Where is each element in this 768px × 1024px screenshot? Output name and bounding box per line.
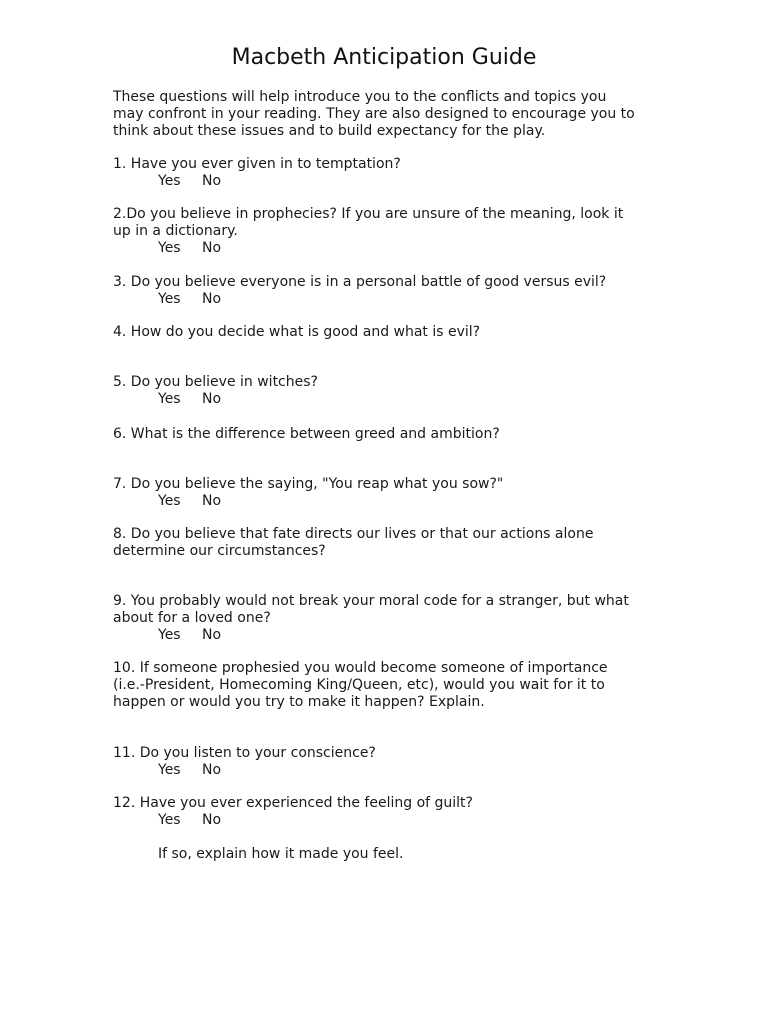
- followup-prompt: [113, 846, 658, 863]
- question-12: [113, 795, 658, 829]
- yes-no-choices: [113, 173, 658, 190]
- no-option: No: [202, 493, 222, 509]
- yes-option: Yes: [158, 173, 181, 189]
- question-5: [113, 374, 658, 408]
- question-text: happen or would you try to make it happen? Explain.: [113, 694, 485, 710]
- yes-no-choices: [113, 762, 658, 779]
- no-option: No: [202, 391, 222, 407]
- question-text: determine our circumstances?: [113, 543, 326, 559]
- yes-no-choices: [113, 391, 658, 408]
- yes-option: Yes: [158, 291, 181, 307]
- question-text: 2.Do you believe in prophecies? If you are unsure of the meaning, look it: [113, 206, 624, 222]
- question-text: 6. What is the difference between greed and ambition?: [113, 426, 500, 442]
- followup-text: If so, explain how it made you feel.: [158, 846, 404, 862]
- question-6: [113, 426, 658, 443]
- question-3: [113, 274, 658, 308]
- no-option: No: [202, 762, 222, 778]
- question-text: 12. Have you ever experienced the feeling of guilt?: [113, 795, 473, 811]
- yes-no-choices: [113, 627, 658, 644]
- question-text: about for a loved one?: [113, 610, 271, 626]
- question-text: 10. If someone prophesied you would become someone of importance: [113, 660, 608, 676]
- yes-option: Yes: [158, 627, 181, 643]
- question-text: (i.e.-President, Homecoming King/Queen, etc), would you wait for it to: [113, 677, 605, 693]
- page-title: Macbeth Anticipation Guide: [231, 45, 537, 70]
- question-10: [113, 660, 658, 711]
- yes-option: Yes: [158, 762, 181, 778]
- no-option: No: [202, 627, 222, 643]
- question-1: [113, 156, 658, 190]
- no-option: No: [202, 240, 222, 256]
- yes-no-choices: [113, 240, 658, 257]
- no-option: No: [202, 812, 222, 828]
- no-option: No: [202, 291, 222, 307]
- question-9: [113, 593, 658, 644]
- intro-paragraph: [113, 89, 658, 140]
- yes-option: Yes: [158, 812, 181, 828]
- question-text: up in a dictionary.: [113, 223, 238, 239]
- intro-line: may confront in your reading. They are also designed to encourage you to: [113, 106, 635, 122]
- question-7: [113, 476, 658, 510]
- question-8: [113, 526, 658, 560]
- intro-line: These questions will help introduce you to the conflicts and topics you: [113, 89, 607, 105]
- question-2: [113, 206, 658, 257]
- question-text: 11. Do you listen to your conscience?: [113, 745, 376, 761]
- yes-no-choices: [113, 812, 658, 829]
- question-text: 8. Do you believe that fate directs our lives or that our actions alone: [113, 526, 594, 542]
- yes-option: Yes: [158, 240, 181, 256]
- question-text: 1. Have you ever given in to temptation?: [113, 156, 401, 172]
- question-text: 9. You probably would not break your moral code for a stranger, but what: [113, 593, 629, 609]
- question-text: 3. Do you believe everyone is in a personal battle of good versus evil?: [113, 274, 607, 290]
- question-11: [113, 745, 658, 779]
- yes-no-choices: [113, 291, 658, 308]
- yes-option: Yes: [158, 493, 181, 509]
- question-4: [113, 324, 658, 341]
- intro-line: think about these issues and to build expectancy for the play.: [113, 123, 546, 139]
- no-option: No: [202, 173, 222, 189]
- question-text: 5. Do you believe in witches?: [113, 374, 318, 390]
- yes-no-choices: [113, 493, 658, 510]
- question-text: 4. How do you decide what is good and what is evil?: [113, 324, 481, 340]
- yes-option: Yes: [158, 391, 181, 407]
- question-text: 7. Do you believe the saying, "You reap what you sow?": [113, 476, 504, 492]
